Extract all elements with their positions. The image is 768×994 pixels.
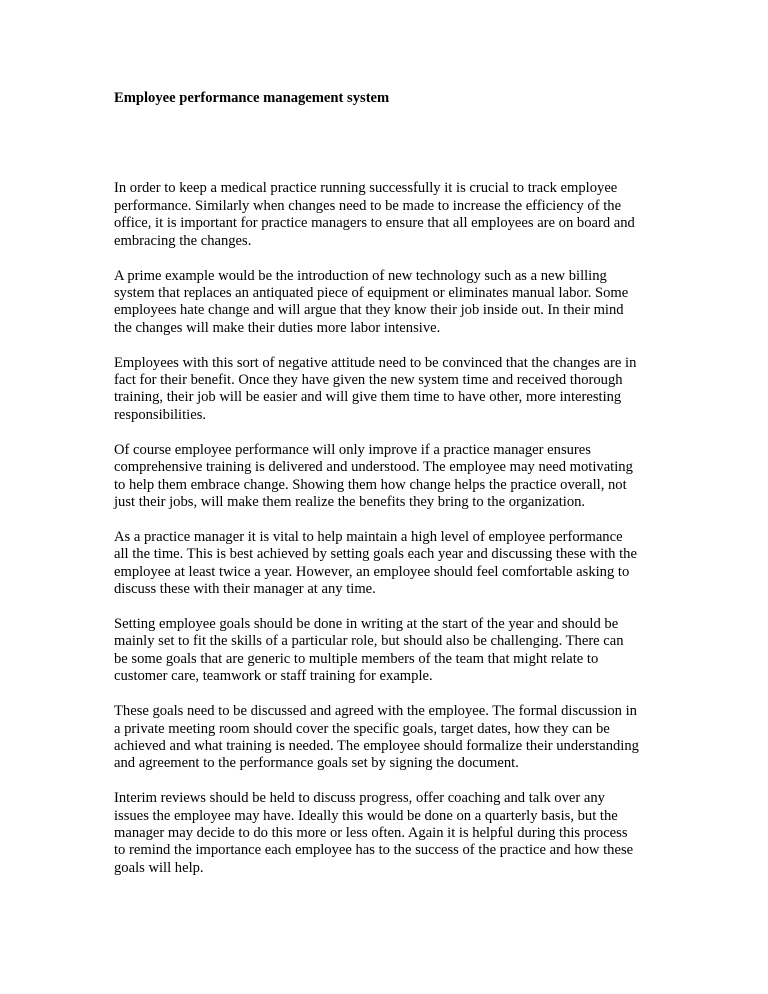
paragraph-line: mainly set to fit the skills of a particular role, but should also be challenging. There can (114, 633, 624, 650)
paragraph (114, 616, 662, 686)
paragraph-line: achieved and what training is needed. The employee should formalize their understanding (114, 737, 639, 754)
paragraph-line: to help them embrace change. Showing them how change helps the practice overall, not (114, 476, 627, 493)
paragraph-line: customer care, teamwork or staff training for example. (114, 668, 433, 685)
paragraph-line: Of course employee performance will only improve if a practice manager ensures (114, 441, 591, 458)
paragraph-line: Employees with this sort of negative attitude need to be convinced that the changes are in (114, 354, 637, 371)
paragraph-line: and agreement to the performance goals set by signing the document. (114, 755, 519, 772)
paragraph-line: responsibilities. (114, 406, 207, 423)
paragraph (114, 529, 662, 599)
paragraph-line: performance. Similarly when changes need to be made to increase the efficiency of the (114, 197, 622, 214)
paragraph-line: A prime example would be the introduction of new technology such as a new billing (114, 267, 607, 284)
paragraph-line: These goals need to be discussed and agreed with the employee. The formal discussion in (114, 703, 637, 720)
paragraph-line: employees hate change and will argue that they know their job inside out. In their mind (114, 302, 624, 319)
paragraph-line: all the time. This is best achieved by setting goals each year and discussing these with the (114, 546, 637, 563)
paragraph-line: the changes will make their duties more labor intensive. (114, 319, 441, 336)
paragraph-line: In order to keep a medical practice running successfully it is crucial to track employee (114, 180, 618, 197)
document-title: Employee performance management system (114, 90, 390, 106)
paragraph (114, 355, 662, 425)
paragraph-line: office, it is important for practice managers to ensure that all employees are on board and (114, 215, 635, 232)
paragraph-line: system that replaces an antiquated piece of equipment or eliminates manual labor. Some (114, 284, 629, 301)
paragraph-line: a private meeting room should cover the specific goals, target dates, how they can be (114, 720, 610, 737)
paragraph-line: employee at least twice a year. However, an employee should feel comfortable asking to (114, 563, 630, 580)
paragraph-line: training, their job will be easier and will give them time to have other, more interesting (114, 389, 622, 406)
paragraph-line: issues the employee may have. Ideally this would be done on a quarterly basis, but the (114, 807, 618, 824)
paragraph-line: Setting employee goals should be done in writing at the start of the year and should be (114, 616, 619, 633)
paragraph-line: just their jobs, will make them realize the benefits they bring to the organization. (114, 493, 586, 510)
paragraph-line: goals will help. (114, 859, 204, 876)
paragraph-line: be some goals that are generic to multiple members of the team that might relate to (114, 650, 599, 667)
paragraph-line: to remind the importance each employee has to the success of the practice and how these (114, 842, 634, 859)
document-content (114, 90, 662, 895)
paragraph-line: comprehensive training is delivered and understood. The employee may need motivating (114, 459, 633, 476)
paragraph (114, 703, 662, 773)
paragraph (114, 442, 662, 512)
paragraph-line: Interim reviews should be held to discuss progress, offer coaching and talk over any (114, 790, 605, 807)
paragraph-line: fact for their benefit. Once they have given the new system time and received thorough (114, 372, 623, 389)
paragraph-line: As a practice manager it is vital to help maintain a high level of employee performance (114, 528, 623, 545)
paragraph-line: embracing the changes. (114, 232, 252, 249)
paragraph (114, 180, 662, 250)
paragraph (114, 268, 662, 338)
paragraph (114, 790, 662, 877)
document-body (114, 180, 662, 877)
paragraph-line: discuss these with their manager at any time. (114, 581, 376, 598)
paragraph-line: manager may decide to do this more or less often. Again it is helpful during this process (114, 825, 628, 842)
